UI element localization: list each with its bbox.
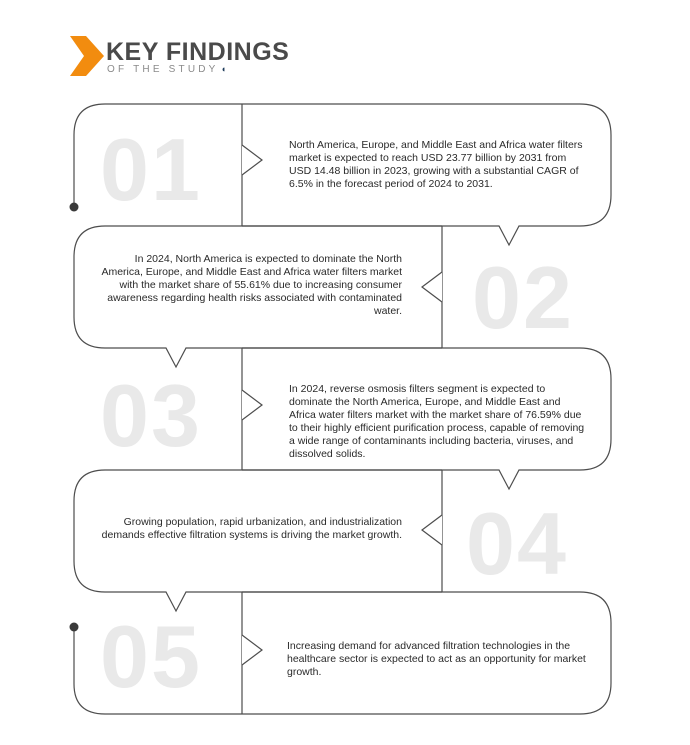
crescent-icon: ◖: [220, 64, 226, 74]
finding-text-05: Increasing demand for advanced filtration technologies in the healthcare sector is expected to act as an opportunity for market growth.: [287, 640, 586, 678]
finding-number-02: 02: [472, 248, 574, 347]
finding-text-04: Growing population, rapid urbanization, and industrialization demands effective filtration systems is driving the market growth.: [101, 516, 402, 541]
finding-number-05: 05: [100, 607, 202, 706]
subtitle-text: OF THE STUDY: [107, 64, 219, 75]
finding-number-01: 01: [100, 120, 202, 219]
finding-text-02: In 2024, North America is expected to dominate the North America, Europe, and Middle East and Africa water filters market with the market share of 55.61% due to increasing consumer awareness regarding health risks associated with contaminated water.: [101, 253, 402, 317]
page-title: KEY FINDINGS: [106, 38, 290, 66]
finding-number-04: 04: [466, 494, 568, 593]
timeline-end-dot: [70, 623, 79, 632]
finding-number-03: 03: [100, 366, 202, 465]
finding-text-01: North America, Europe, and Middle East and Africa water filters market is expected to reach USD 23.77 billion by 2031 from USD 14.48 billion in 2023, growing with a substantial CAGR of 6.5% in the forecast period of 2024 to 2031.: [289, 139, 583, 190]
timeline-start-dot: [70, 203, 79, 212]
finding-text-03: In 2024, reverse osmosis filters segment is expected to dominate the North America, Europe, and Middle East and Africa water filters market with the market share of 76.59% due to their highly efficient purification process, capable of removing a wide range of contaminants including bacteria, viruses, and dissolved solids.: [289, 383, 585, 460]
